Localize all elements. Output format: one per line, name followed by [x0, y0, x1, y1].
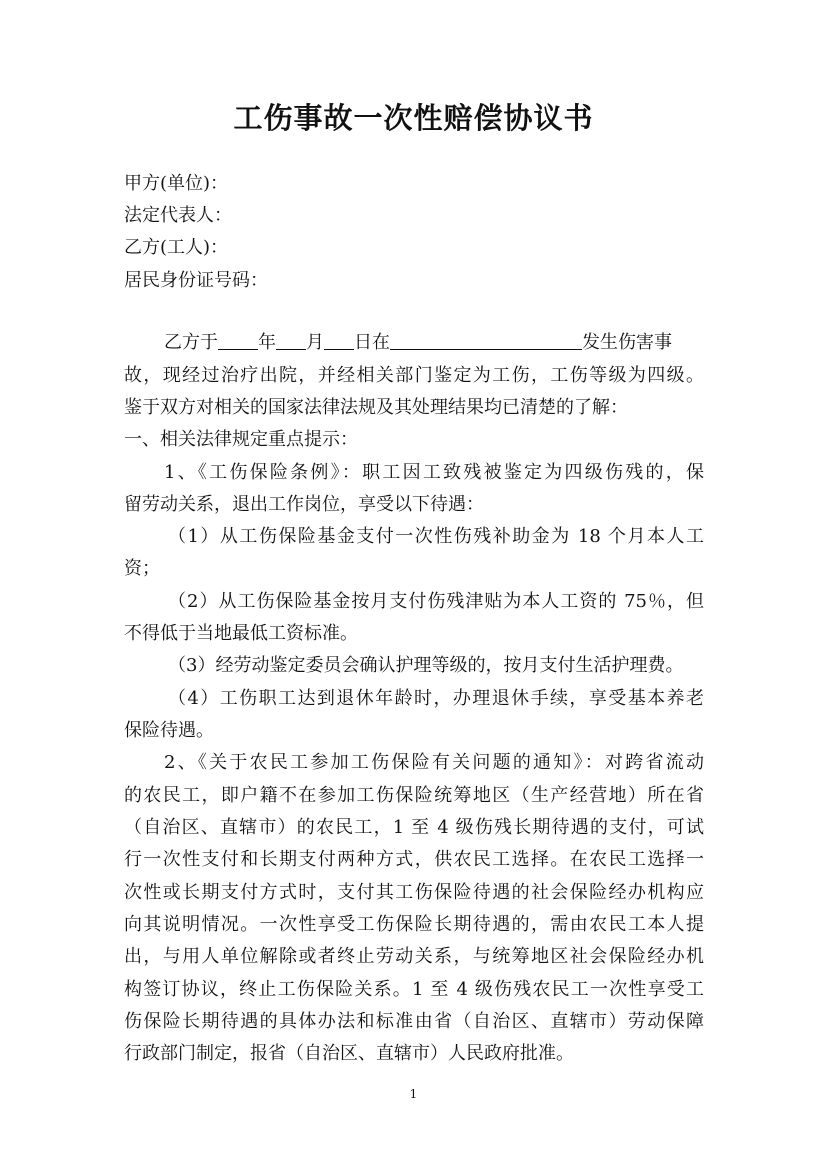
intro-segment: 日在 — [354, 332, 390, 353]
item-1-line-1: 1、《工伤保险条例》：职工因工致残被鉴定为四级伤残的，保 — [164, 462, 704, 483]
intro-segment: 乙方于 — [164, 332, 218, 353]
intro-segment: 发生伤害事 — [582, 332, 672, 353]
item-2-line-8: 构签订协议，终止工伤保险关系。1 至 4 级伤残农民工一次性享受工 — [124, 979, 704, 1000]
page-number: 1 — [409, 1087, 418, 1101]
intro-segment: 年 — [258, 332, 276, 353]
item-2-line-7: 出，与用人单位解除或者终止劳动关系，与统筹地区社会保险经办机 — [124, 946, 704, 967]
item-2-line-10: 行政部门制定，报省（自治区、直辖市）人民政府批准。 — [124, 1043, 574, 1064]
party-a-label: 甲方(单位)： — [124, 173, 229, 194]
sub-item-1-line-1: （1）从工伤保险基金支付一次性伤残补助金为 18 个月本人工 — [168, 526, 704, 547]
sub-item-4-line-1: （4）工伤职工达到退休年龄时，办理退休手续，享受基本养老 — [168, 688, 704, 709]
intro-line-2: 故，现经过治疗出院，并经相关部门鉴定为工伤，工伤等级为四级。 — [124, 365, 704, 386]
legal-rep-label: 法定代表人： — [124, 205, 232, 226]
id-number-label: 居民身份证号码： — [124, 270, 268, 291]
item-2-line-6: 向其说明情况。一次性享受工伤保险长期待遇的，需由农民工本人提 — [124, 914, 704, 935]
item-2-line-5: 次性或长期支付方式时，支付其工伤保险待遇的社会保险经办机构应 — [124, 882, 704, 903]
item-1-line-2: 留劳动关系，退出工作岗位，享受以下待遇： — [124, 494, 484, 515]
document-title: 工伤事故一次性赔偿协议书 — [233, 101, 594, 135]
month-blank[interactable] — [276, 331, 306, 350]
sub-item-2-line-1: （2）从工伤保险基金按月支付伤残津贴为本人工资的 75％，但 — [168, 591, 704, 612]
location-blank[interactable] — [390, 331, 582, 350]
intro-segment: 月 — [306, 332, 324, 353]
sub-item-4-line-2: 保险待遇。 — [124, 720, 214, 741]
party-b-label: 乙方(工人)： — [124, 237, 229, 258]
sub-item-2-line-2: 不得低于当地最低工资标准。 — [124, 623, 358, 644]
sub-item-1-line-2: 资； — [124, 558, 160, 579]
intro-line-3: 鉴于双方对相关的国家法律法规及其处理结果均已清楚的了解： — [124, 397, 628, 418]
section-1-heading: 一、相关法律规定重点提示： — [124, 429, 358, 450]
item-2-line-1: 2、《关于农民工参加工伤保险有关问题的通知》：对跨省流动 — [164, 752, 704, 773]
item-2-line-3: （自治区、直辖市）的农民工，1 至 4 级伤残长期待遇的支付，可试 — [124, 817, 704, 838]
sub-item-3-line-1: （3）经劳动鉴定委员会确认护理等级的，按月支付生活护理费。 — [168, 655, 684, 676]
intro-line-1 — [164, 330, 704, 356]
year-blank[interactable] — [218, 331, 258, 350]
day-blank[interactable] — [324, 331, 354, 350]
item-2-line-9: 伤保险长期待遇的具体办法和标准由省（自治区、直辖市）劳动保障 — [124, 1011, 704, 1032]
item-2-line-2: 的农民工，即户籍不在参加工伤保险统筹地区（生产经营地）所在省 — [124, 785, 704, 806]
item-2-line-4: 行一次性支付和长期支付两种方式，供农民工选择。在农民工选择一 — [124, 849, 704, 870]
